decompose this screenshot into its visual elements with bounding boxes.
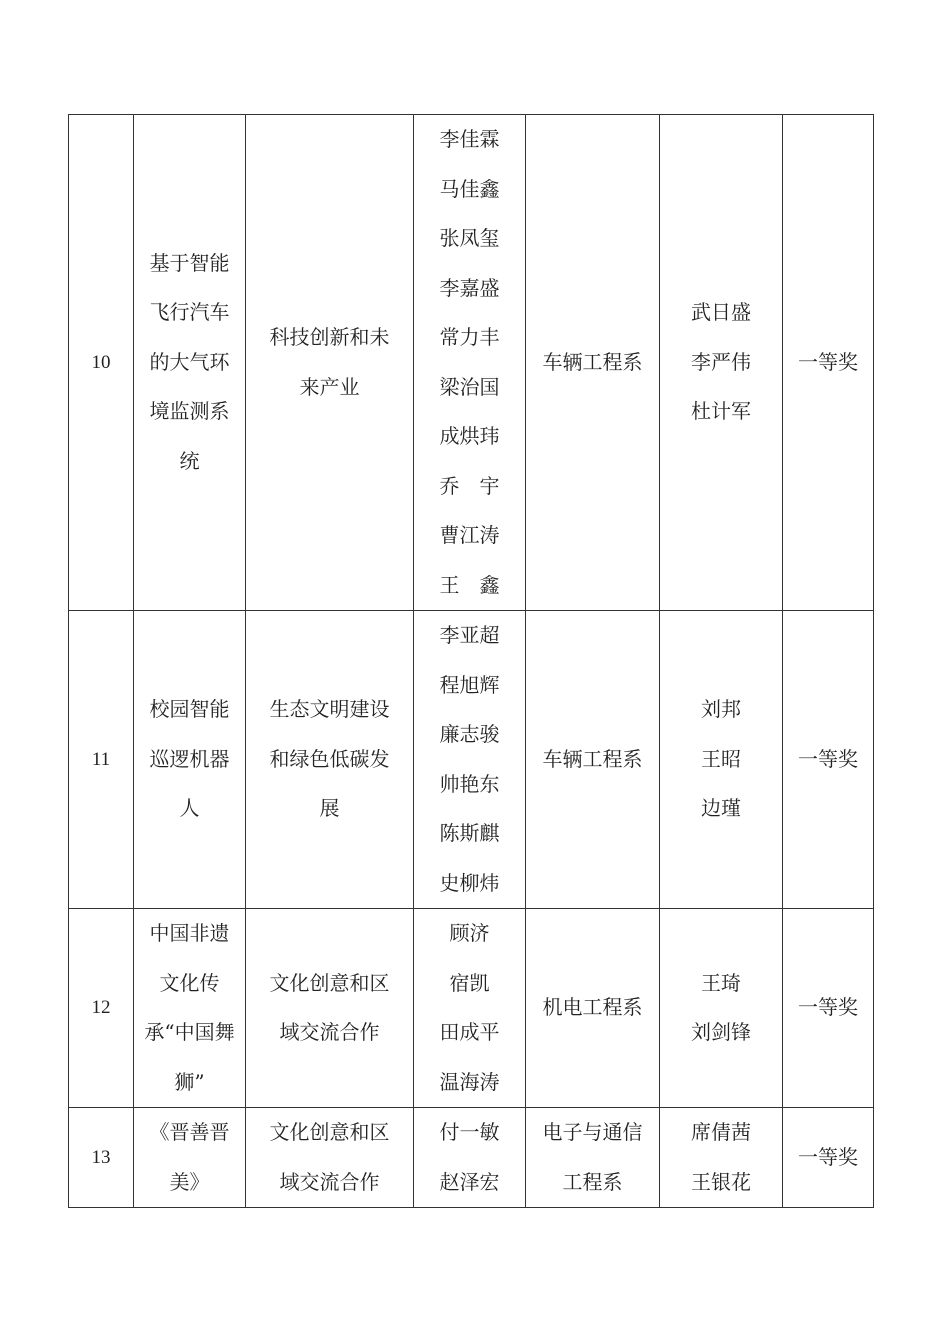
team-members [414,909,526,1108]
table-row [69,115,874,611]
advisor-name: 刘邦 [701,697,741,722]
advisors [660,909,783,1108]
advisors [660,115,783,611]
row-index: 13 [69,1108,134,1208]
member-name: 曹江涛 [439,523,500,547]
advisor-name: 席倩茜 [691,1120,751,1144]
advisor-name: 刘剑锋 [691,1020,751,1044]
table-row [69,1108,874,1208]
award-level: 一等奖 [783,115,874,611]
member-name: 梁治国 [439,374,500,399]
member-name: 陈斯麒 [439,821,500,845]
project-category: 生态文明建设和绿色低碳发展 [246,611,414,909]
award-level: 一等奖 [783,909,874,1108]
member-name: 顾济 [449,921,490,945]
awards-table [68,114,874,1208]
project-name: 校园智能巡逻机器人 [134,611,246,909]
row-index: 11 [69,611,134,909]
department: 电子与通信工程系 [526,1108,660,1208]
row-index: 10 [69,115,134,611]
project-category: 文化创意和区域交流合作 [246,1108,414,1208]
member-name: 张凤玺 [439,226,500,250]
table-row [69,611,874,909]
member-name: 史柳炜 [439,870,500,895]
table-row [69,909,874,1108]
member-name: 赵泽宏 [439,1169,500,1194]
advisor-name: 王银花 [691,1169,751,1194]
advisor-name: 杜计军 [691,399,751,424]
member-name: 成烘玮 [439,424,500,448]
member-name: 田成平 [439,1020,500,1044]
row-index: 12 [69,909,134,1108]
project-name: 《晋善晋美》 [134,1108,246,1208]
member-name: 李亚超 [439,623,500,647]
advisor-name: 李严伟 [691,349,751,374]
advisor-name: 王琦 [701,970,741,995]
project-category: 文化创意和区域交流合作 [246,909,414,1108]
project-name: 中国非遗文化传承“中国舞狮” [134,909,246,1108]
member-name: 廉志骏 [439,722,500,746]
member-name: 马佳鑫 [439,176,500,201]
member-name: 程旭辉 [439,672,500,697]
project-name: 基于智能飞行汽车的大气环境监测系统 [134,115,246,611]
award-level: 一等奖 [783,611,874,909]
advisors [660,1108,783,1208]
member-name: 宿凯 [449,970,490,995]
advisor-name: 武日盛 [691,300,751,325]
advisors [660,611,783,909]
member-name: 王 鑫 [439,572,500,597]
member-name: 李嘉盛 [439,275,500,300]
award-level: 一等奖 [783,1108,874,1208]
member-name: 帅艳东 [439,771,500,796]
department: 机电工程系 [526,909,660,1108]
member-name: 乔 宇 [439,473,500,498]
advisor-name: 边瑾 [701,796,741,821]
department: 车辆工程系 [526,611,660,909]
team-members [414,1108,526,1208]
team-members [414,115,526,611]
member-name: 付一敏 [439,1120,500,1144]
team-members [414,611,526,909]
member-name: 常力丰 [439,325,500,349]
advisor-name: 王昭 [701,746,741,771]
member-name: 李佳霖 [439,127,500,151]
member-name: 温海涛 [439,1069,500,1094]
project-category: 科技创新和未来产业 [246,115,414,611]
department: 车辆工程系 [526,115,660,611]
